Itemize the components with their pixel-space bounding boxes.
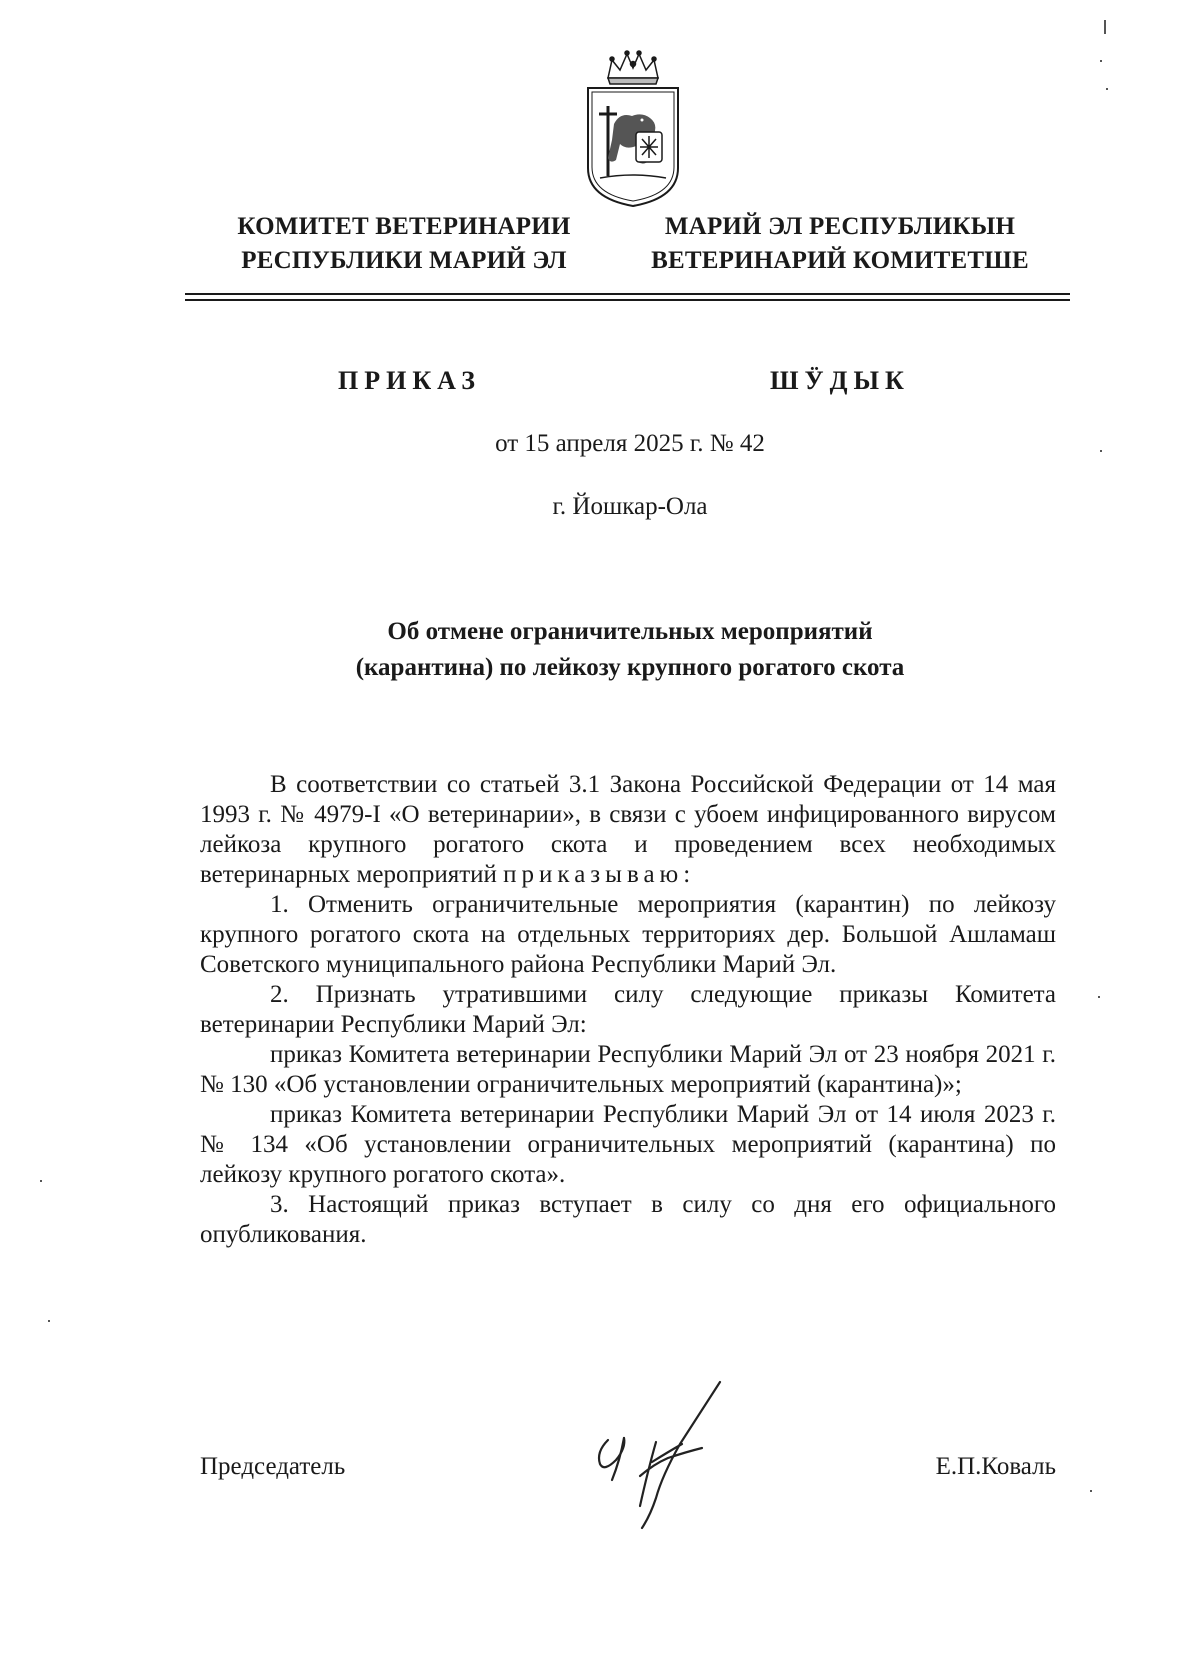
document-title <box>200 614 1060 686</box>
paragraph-preamble <box>200 770 1056 890</box>
paragraph-item-2a: приказ Комитета ветеринарии Республики Марий Эл от 23 ноября 2021 г. № 130 «Об установлении ограничительных мероприятий (карантина)»; <box>200 1041 1056 1098</box>
document-type-russian: ПРИКАЗ <box>338 366 482 395</box>
coat-of-arms-icon <box>580 48 686 208</box>
paragraph-item-1: 1. Отменить ограничительные мероприятия (карантин) по лейкозу крупного рогатого скота на отдельных территориях дер. Большой Ашламаш Советского муниципального района Республики Марий Эл. <box>200 891 1056 978</box>
org-name-mari-line2: ВЕТЕРИНАРИЙ КОМИТЕТШЕ <box>651 247 1029 274</box>
document-body <box>200 770 1056 1250</box>
letterhead-divider-top <box>185 293 1070 295</box>
document-type-mari: ШӰДЫК <box>770 366 910 395</box>
signatory-position: Председатель <box>200 1453 346 1480</box>
signatory-name: Е.П.Коваль <box>935 1453 1056 1480</box>
org-name-mari <box>630 210 1050 278</box>
handwritten-signature-icon <box>590 1380 740 1540</box>
org-name-mari-line1: МАРИЙ ЭЛ РЕСПУБЛИКЫН <box>664 213 1016 240</box>
document-city: г. Йошкар-Ола <box>552 493 708 520</box>
org-name-russian-line2: РЕСПУБЛИКИ МАРИЙ ЭЛ <box>241 247 567 274</box>
document-title-line2: (карантина) по лейкозу крупного рогатого скота <box>355 654 905 681</box>
document-date-number: от 15 апреля 2025 г. № 42 <box>495 430 765 457</box>
letterhead-divider-bottom <box>185 299 1070 301</box>
org-name-russian <box>214 210 594 278</box>
document-title-line1: Об отмене ограничительных мероприятий <box>387 618 873 645</box>
paragraph-item-2b: приказ Комитета ветеринарии Республики Марий Эл от 14 июля 2023 г. № 134 «Об установлении ограничительных мероприятий (карантина) по лейкозу крупного рогатого скота». <box>200 1101 1056 1188</box>
paragraph-item-3: 3. Настоящий приказ вступает в силу со дня его официального опубликования. <box>200 1191 1056 1248</box>
preamble-text: В соответствии со статьей 3.1 Закона Российской Федерации от 14 мая 1993 г. № 4979-I «О ветеринарии», в связи с убоем инфицированного вирусом лейкоза крупного рогатого скота и проведением всех необходимых ветеринарных мероприятий <box>200 771 1056 888</box>
paragraph-item-2: 2. Признать утратившими силу следующие приказы Комитета ветеринарии Республики Марий Эл: <box>200 981 1056 1038</box>
org-name-russian-line1: КОМИТЕТ ВЕТЕРИНАРИИ <box>237 213 571 240</box>
order-word: приказываю: <box>503 861 696 888</box>
